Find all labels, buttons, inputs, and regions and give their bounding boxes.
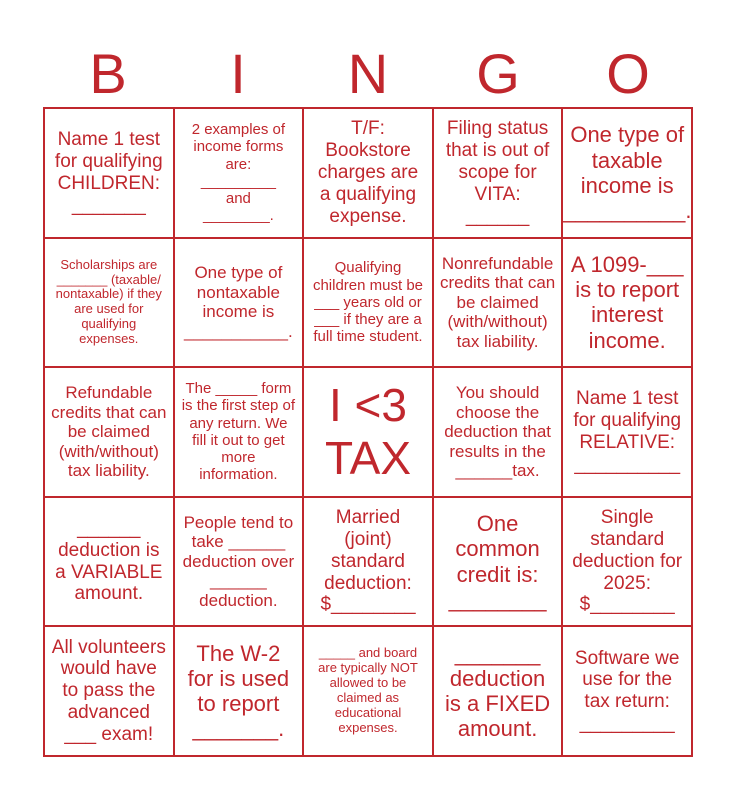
header-letter-i: I: [230, 42, 246, 105]
bingo-cell[interactable]: Name 1 test for qualifying RELATIVE: __________: [563, 368, 693, 498]
bingo-cell[interactable]: Software we use for the tax return: _________: [563, 627, 693, 757]
bingo-cell[interactable]: One type of nontaxable income is ___________.: [175, 239, 305, 369]
bingo-cell[interactable]: _____ and board are typically NOT allowed to be claimed as educational expenses.: [304, 627, 434, 757]
bingo-cell[interactable]: Scholarships are _______ (taxable/ nontaxable) if they are used for qualifying expenses.: [45, 239, 175, 369]
bingo-cell[interactable]: Nonrefundable credits that can be claimed (with/without) tax liability.: [434, 239, 564, 369]
bingo-cell[interactable]: One type of taxable income is __________.: [563, 109, 693, 239]
bingo-cell[interactable]: The _____ form is the first step of any return. We fill it out to get more information.: [175, 368, 305, 498]
header-letter-b: B: [89, 42, 127, 105]
bingo-cell[interactable]: Single standard deduction for 2025: $________: [563, 498, 693, 628]
bingo-header: [43, 42, 693, 106]
bingo-cell[interactable]: One common credit is: ________: [434, 498, 564, 628]
header-letter-g: G: [476, 42, 520, 105]
bingo-cell[interactable]: Filing status that is out of scope for VITA: ______: [434, 109, 564, 239]
header-letter-o: O: [606, 42, 650, 105]
bingo-cell[interactable]: Married (joint) standard deduction: $________: [304, 498, 434, 628]
bingo-cell[interactable]: T/F: Bookstore charges are a qualifying expense.: [304, 109, 434, 239]
bingo-cell[interactable]: You should choose the deduction that results in the ______tax.: [434, 368, 564, 498]
header-letter-n: N: [347, 42, 389, 105]
bingo-cell[interactable]: _______ deduction is a FIXED amount.: [434, 627, 564, 757]
bingo-cell[interactable]: 2 examples of income forms are: _________ and ________.: [175, 109, 305, 239]
bingo-cell[interactable]: People tend to take ______ deduction over ______ deduction.: [175, 498, 305, 628]
bingo-cell[interactable]: ______ deduction is a VARIABLE amount.: [45, 498, 175, 628]
free-space-cell[interactable]: I <3 TAX: [304, 368, 434, 498]
bingo-cell[interactable]: Refundable credits that can be claimed (with/without) tax liability.: [45, 368, 175, 498]
bingo-cell[interactable]: Qualifying children must be ___ years old or ___ if they are a full time student.: [304, 239, 434, 369]
bingo-cell[interactable]: All volunteers would have to pass the advanced ___ exam!: [45, 627, 175, 757]
bingo-grid: [43, 107, 693, 757]
bingo-cell[interactable]: The W-2 for is used to report _______.: [175, 627, 305, 757]
bingo-cell[interactable]: A 1099-___ is to report interest income.: [563, 239, 693, 369]
bingo-cell[interactable]: Name 1 test for qualifying CHILDREN: _______: [45, 109, 175, 239]
